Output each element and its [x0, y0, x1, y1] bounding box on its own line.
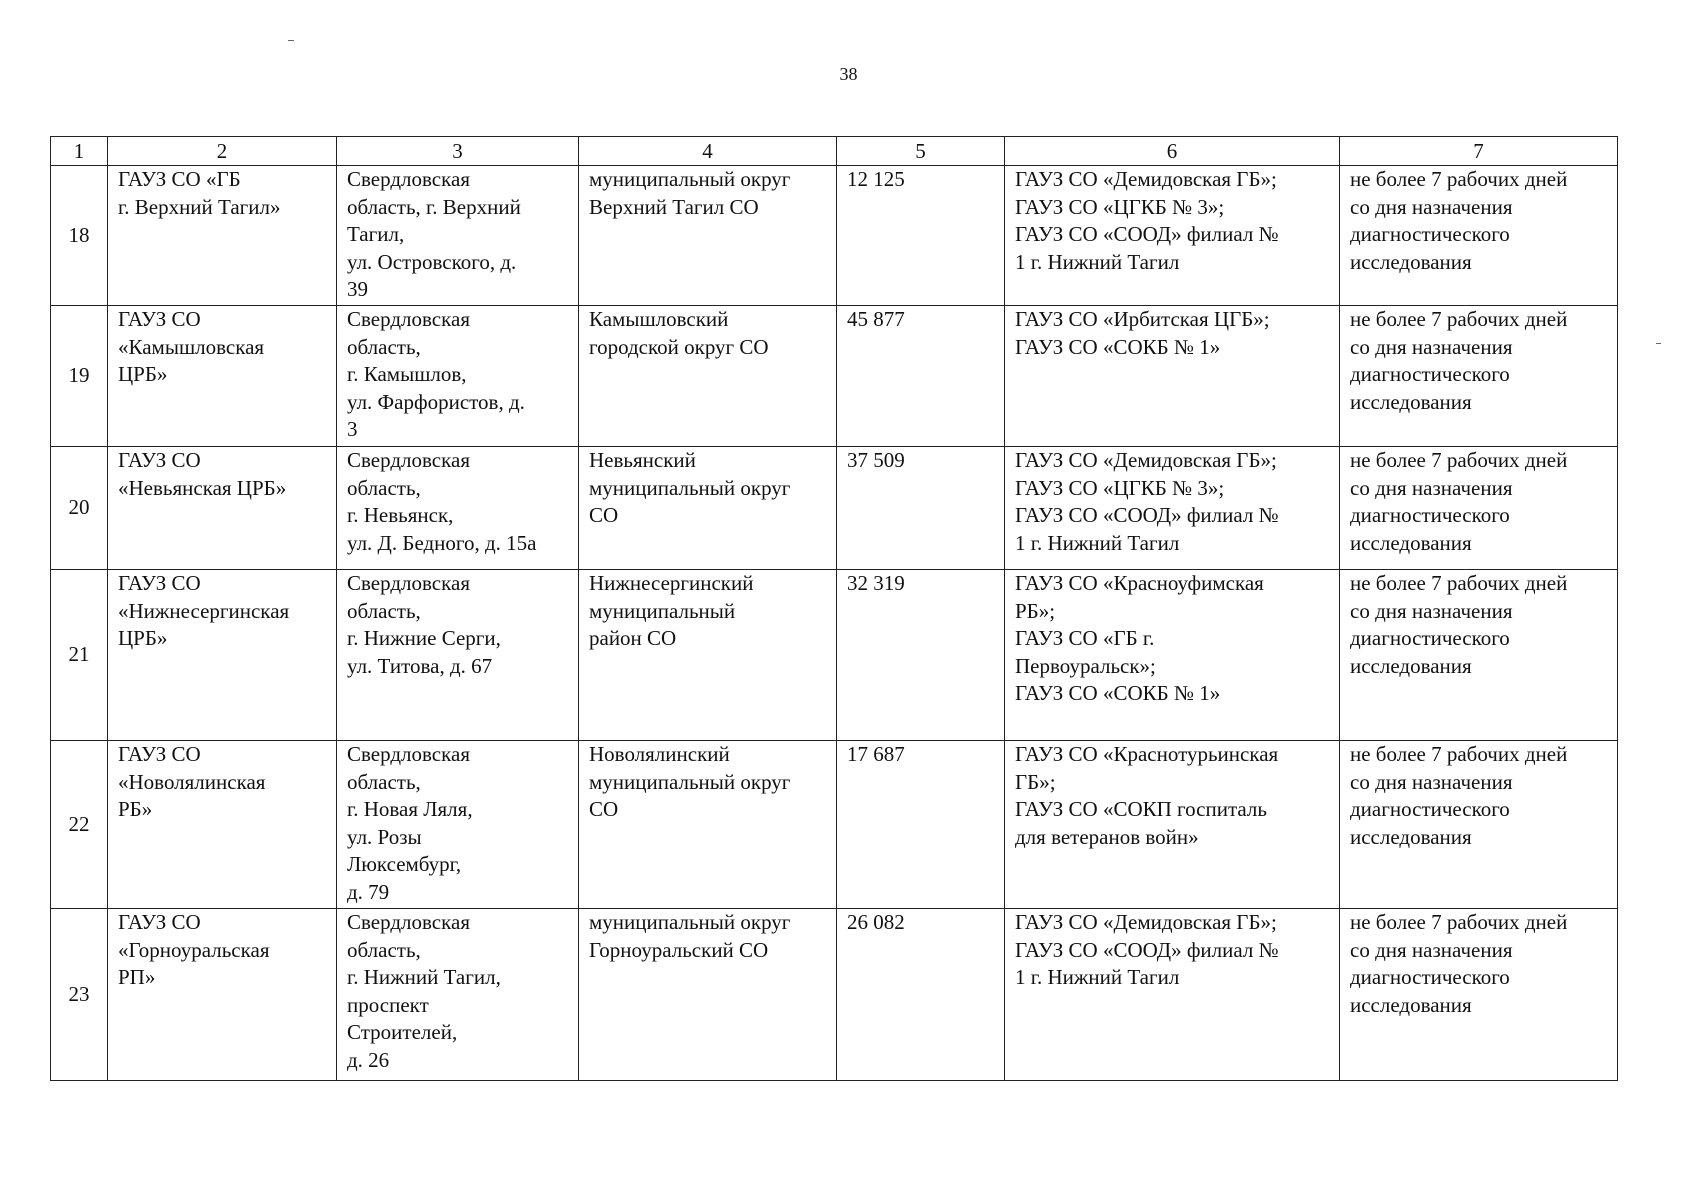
- column-number-cell: 4: [579, 137, 837, 166]
- address-cell: Свердловская область, г. Новая Ляля, ул. Розы Люксембург, д. 79: [337, 741, 579, 909]
- data-table: [50, 136, 1618, 1081]
- column-number-row: [51, 137, 1618, 166]
- organization-cell: ГАУЗ СО «Камышловская ЦРБ»: [108, 306, 337, 447]
- table-row: [51, 166, 1618, 306]
- page-number: 38: [839, 64, 858, 84]
- address-cell: Свердловская область, г. Камышлов, ул. Фарфористов, д. 3: [337, 306, 579, 447]
- address-cell: Свердловская область, г. Нижние Серги, ул. Титова, д. 67: [337, 570, 579, 741]
- partner-organizations-cell: ГАУЗ СО «Демидовская ГБ»; ГАУЗ СО «СООД» филиал № 1 г. Нижний Тагил: [1005, 909, 1340, 1081]
- table-row: [51, 447, 1618, 570]
- scan-speck: [288, 40, 294, 41]
- partner-organizations-cell: ГАУЗ СО «Демидовская ГБ»; ГАУЗ СО «ЦГКБ № 3»; ГАУЗ СО «СООД» филиал № 1 г. Нижний Тагил: [1005, 447, 1340, 570]
- column-number-cell: 5: [837, 137, 1005, 166]
- column-number-cell: 6: [1005, 137, 1340, 166]
- territory-cell: Нижнесергинский муниципальный район СО: [579, 570, 837, 741]
- term-cell: не более 7 рабочих дней со дня назначения диагностического исследования: [1340, 306, 1618, 447]
- territory-cell: муниципальный округ Верхний Тагил СО: [579, 166, 837, 306]
- territory-cell: Новолялинский муниципальный округ СО: [579, 741, 837, 909]
- organization-cell: ГАУЗ СО «Новолялинская РБ»: [108, 741, 337, 909]
- organization-cell: ГАУЗ СО «Нижнесергинская ЦРБ»: [108, 570, 337, 741]
- term-cell: не более 7 рабочих дней со дня назначения диагностического исследования: [1340, 570, 1618, 741]
- partner-organizations-cell: ГАУЗ СО «Ирбитская ЦГБ»; ГАУЗ СО «СОКБ № 1»: [1005, 306, 1340, 447]
- row-number-cell: 21: [51, 570, 108, 741]
- population-cell: 37 509: [837, 447, 1005, 570]
- column-number-cell: 2: [108, 137, 337, 166]
- row-number-cell: 19: [51, 306, 108, 447]
- partner-organizations-cell: ГАУЗ СО «Красноуфимская РБ»; ГАУЗ СО «ГБ г. Первоуральск»; ГАУЗ СО «СОКБ № 1»: [1005, 570, 1340, 741]
- column-number-cell: 3: [337, 137, 579, 166]
- table-row: [51, 570, 1618, 741]
- term-cell: не более 7 рабочих дней со дня назначения диагностического исследования: [1340, 166, 1618, 306]
- row-number-cell: 18: [51, 166, 108, 306]
- term-cell: не более 7 рабочих дней со дня назначения диагностического исследования: [1340, 447, 1618, 570]
- column-number-cell: 7: [1340, 137, 1618, 166]
- address-cell: Свердловская область, г. Нижний Тагил, проспект Строителей, д. 26: [337, 909, 579, 1081]
- organization-cell: ГАУЗ СО «Горноуральская РП»: [108, 909, 337, 1081]
- population-cell: 32 319: [837, 570, 1005, 741]
- scan-speck: [1656, 343, 1661, 344]
- term-cell: не более 7 рабочих дней со дня назначения диагностического исследования: [1340, 909, 1618, 1081]
- row-number-cell: 23: [51, 909, 108, 1081]
- population-cell: 12 125: [837, 166, 1005, 306]
- row-number-cell: 22: [51, 741, 108, 909]
- row-number-cell: 20: [51, 447, 108, 570]
- territory-cell: Невьянский муниципальный округ СО: [579, 447, 837, 570]
- table-row: [51, 306, 1618, 447]
- address-cell: Свердловская область, г. Невьянск, ул. Д. Бедного, д. 15а: [337, 447, 579, 570]
- address-cell: Свердловская область, г. Верхний Тагил, ул. Островского, д. 39: [337, 166, 579, 306]
- population-cell: 17 687: [837, 741, 1005, 909]
- territory-cell: Камышловский городской округ СО: [579, 306, 837, 447]
- term-cell: не более 7 рабочих дней со дня назначения диагностического исследования: [1340, 741, 1618, 909]
- population-cell: 26 082: [837, 909, 1005, 1081]
- column-number-cell: 1: [51, 137, 108, 166]
- organization-cell: ГАУЗ СО «ГБ г. Верхний Тагил»: [108, 166, 337, 306]
- territory-cell: муниципальный округ Горноуральский СО: [579, 909, 837, 1081]
- table-row: [51, 741, 1618, 909]
- partner-organizations-cell: ГАУЗ СО «Демидовская ГБ»; ГАУЗ СО «ЦГКБ № 3»; ГАУЗ СО «СООД» филиал № 1 г. Нижний Тагил: [1005, 166, 1340, 306]
- organization-cell: ГАУЗ СО «Невьянская ЦРБ»: [108, 447, 337, 570]
- population-cell: 45 877: [837, 306, 1005, 447]
- table-row: [51, 909, 1618, 1081]
- partner-organizations-cell: ГАУЗ СО «Краснотурьинская ГБ»; ГАУЗ СО «СОКП госпиталь для ветеранов войн»: [1005, 741, 1340, 909]
